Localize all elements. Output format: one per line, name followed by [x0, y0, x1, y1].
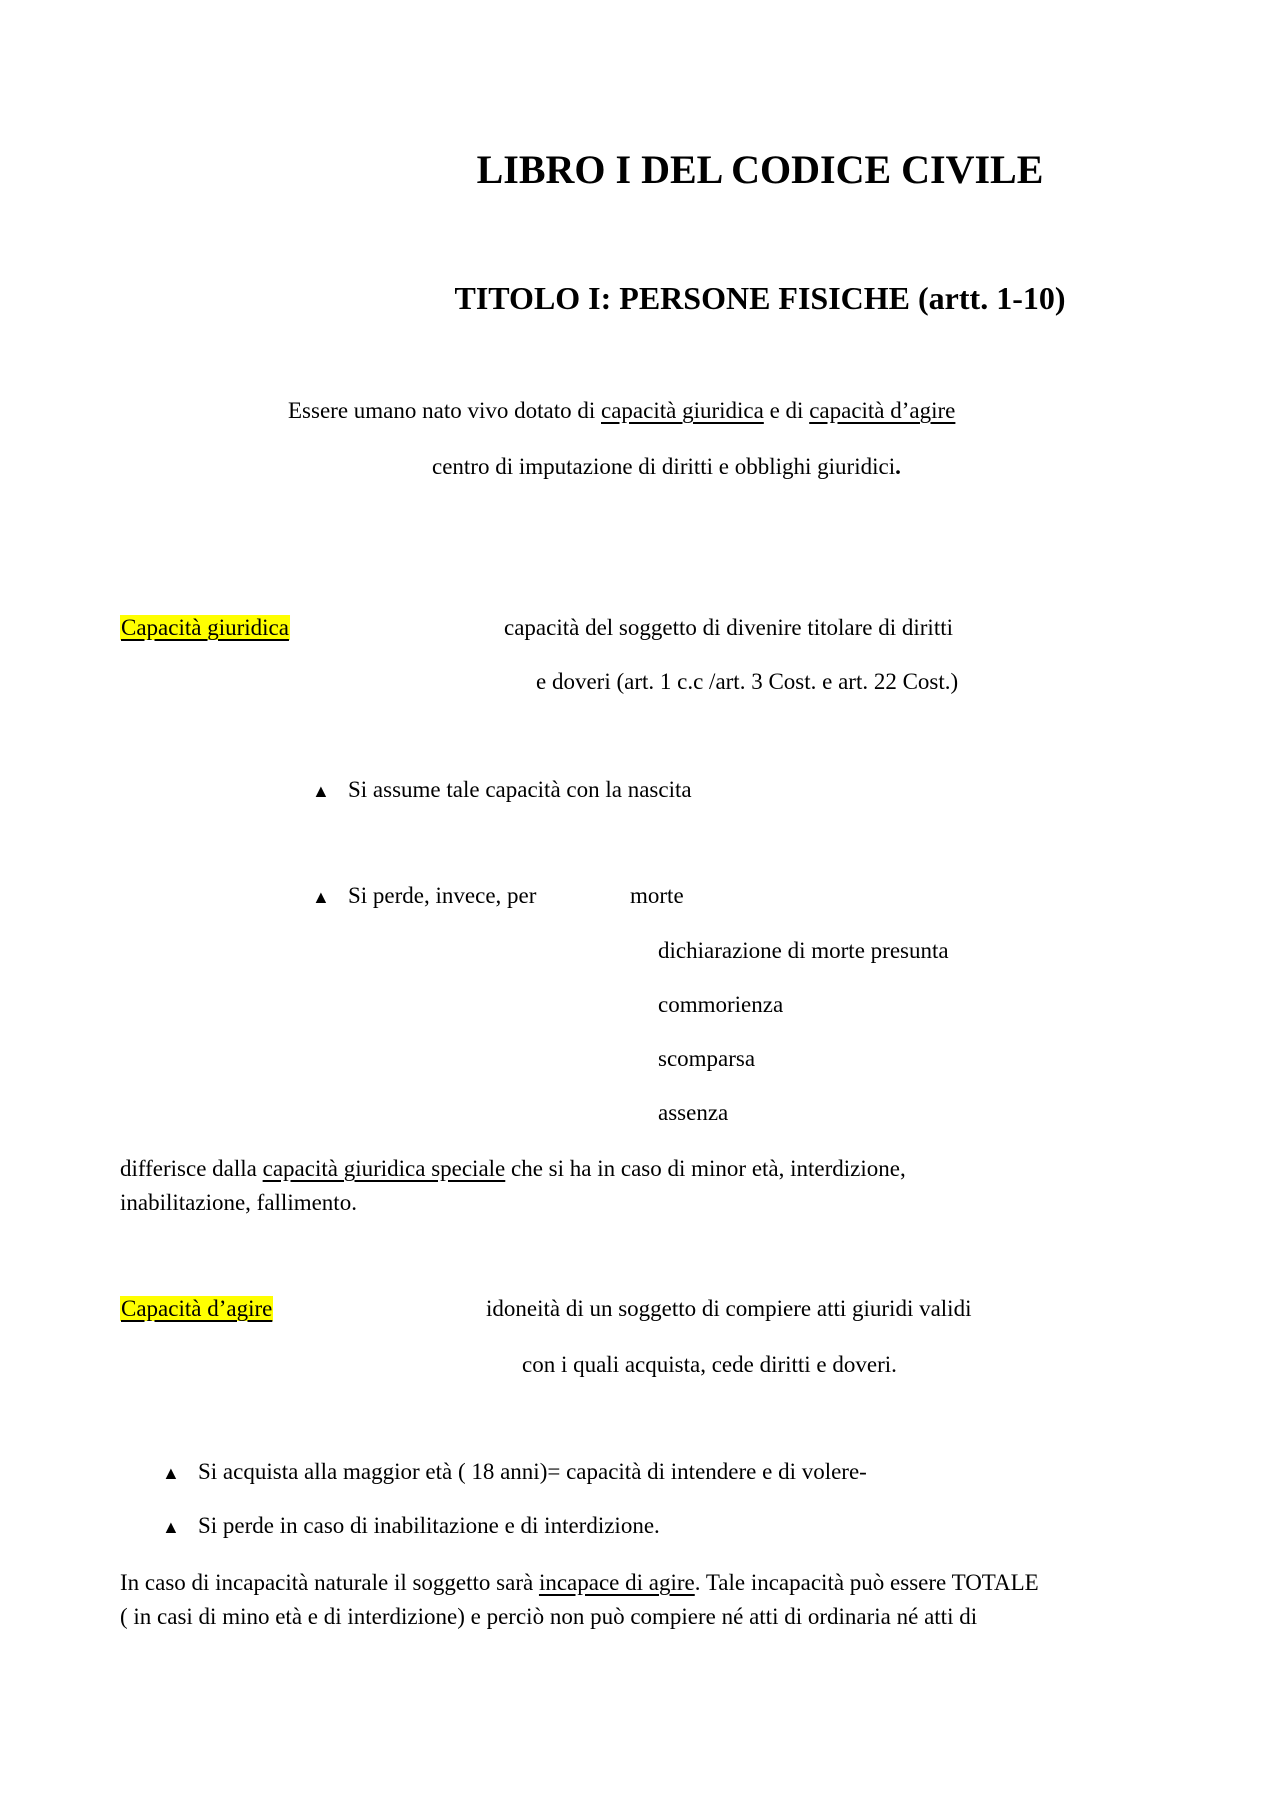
label-capacita-agire: [120, 1294, 273, 1324]
cause-item: scomparsa: [658, 1046, 756, 1071]
link-capacita-agire: capacità d’agire: [809, 398, 956, 423]
bullet-item: [162, 1511, 660, 1542]
link-incapace-di-agire: incapace di agire: [538, 1570, 695, 1595]
link-capacita-giuridica: capacità giuridica: [601, 398, 764, 423]
bullet-text: Si assume tale capacità con la nascita: [348, 777, 692, 802]
paragraph-text: . Tale incapacità può essere TOTALE: [694, 1570, 1039, 1595]
note-text: differisce dalla: [120, 1156, 263, 1181]
label-capacita-giuridica: [120, 613, 290, 643]
triangle-bullet-icon: ▲: [312, 781, 330, 801]
intro-text: Essere umano nato vivo dotato di: [288, 398, 601, 423]
page-subtitle: TITOLO I: PERSONE FISICHE (artt. 1-10): [454, 280, 1066, 316]
bullet-text: Si acquista alla maggior età ( 18 anni)= capacità di intendere e di volere-: [198, 1459, 867, 1484]
cause-item: dichiarazione di morte presunta: [658, 938, 949, 963]
cause-item: assenza: [658, 1100, 729, 1125]
highlighted-term: Capacità giuridica: [121, 615, 289, 640]
note-text: che si ha in caso di minor età, interdizione,: [505, 1156, 906, 1181]
highlighted-term: Capacità d’agire: [121, 1296, 273, 1321]
definition-line-1: capacità del soggetto di divenire titolare di diritti: [504, 615, 953, 640]
paragraph-line-2: ( in casi di mino età e di interdizione) e perciò non può compiere né atti di ordinaria né atti di: [120, 1604, 978, 1629]
triangle-bullet-icon: ▲: [162, 1517, 180, 1537]
note-line-1: [120, 1154, 906, 1184]
definition-line-1: idoneità di un soggetto di compiere atti giuridi validi: [486, 1296, 972, 1321]
intro-text: centro di imputazione di diritti e obblighi giuridici: [432, 454, 896, 479]
bullet-item: [162, 1457, 867, 1488]
bullet-item: [312, 881, 536, 912]
paragraph-line-1: [120, 1568, 1039, 1598]
page-title: LIBRO I DEL CODICE CIVILE: [476, 147, 1044, 192]
bullet-text: Si perde in caso di inabilitazione e di interdizione.: [198, 1513, 660, 1538]
triangle-bullet-icon: ▲: [312, 887, 330, 907]
note-line-2: inabilitazione, fallimento.: [120, 1190, 357, 1215]
cause-item: morte: [630, 883, 684, 908]
cause-item: commorienza: [658, 992, 784, 1017]
bullet-text: Si perde, invece, per: [348, 883, 537, 908]
triangle-bullet-icon: ▲: [162, 1463, 180, 1483]
intro-text: e di: [763, 398, 810, 423]
paragraph-text: In caso di incapacità naturale il soggetto sarà: [120, 1570, 539, 1595]
intro-period: .: [895, 454, 901, 479]
intro-line-2: [432, 452, 901, 482]
definition-line-2: e doveri (art. 1 c.c /art. 3 Cost. e art. 22 Cost.): [536, 669, 959, 694]
intro-line-1: [288, 396, 955, 426]
definition-line-2: con i quali acquista, cede diritti e doveri.: [522, 1352, 897, 1377]
link-capacita-giuridica-speciale: capacità giuridica speciale: [262, 1156, 506, 1181]
bullet-item: [312, 775, 692, 806]
